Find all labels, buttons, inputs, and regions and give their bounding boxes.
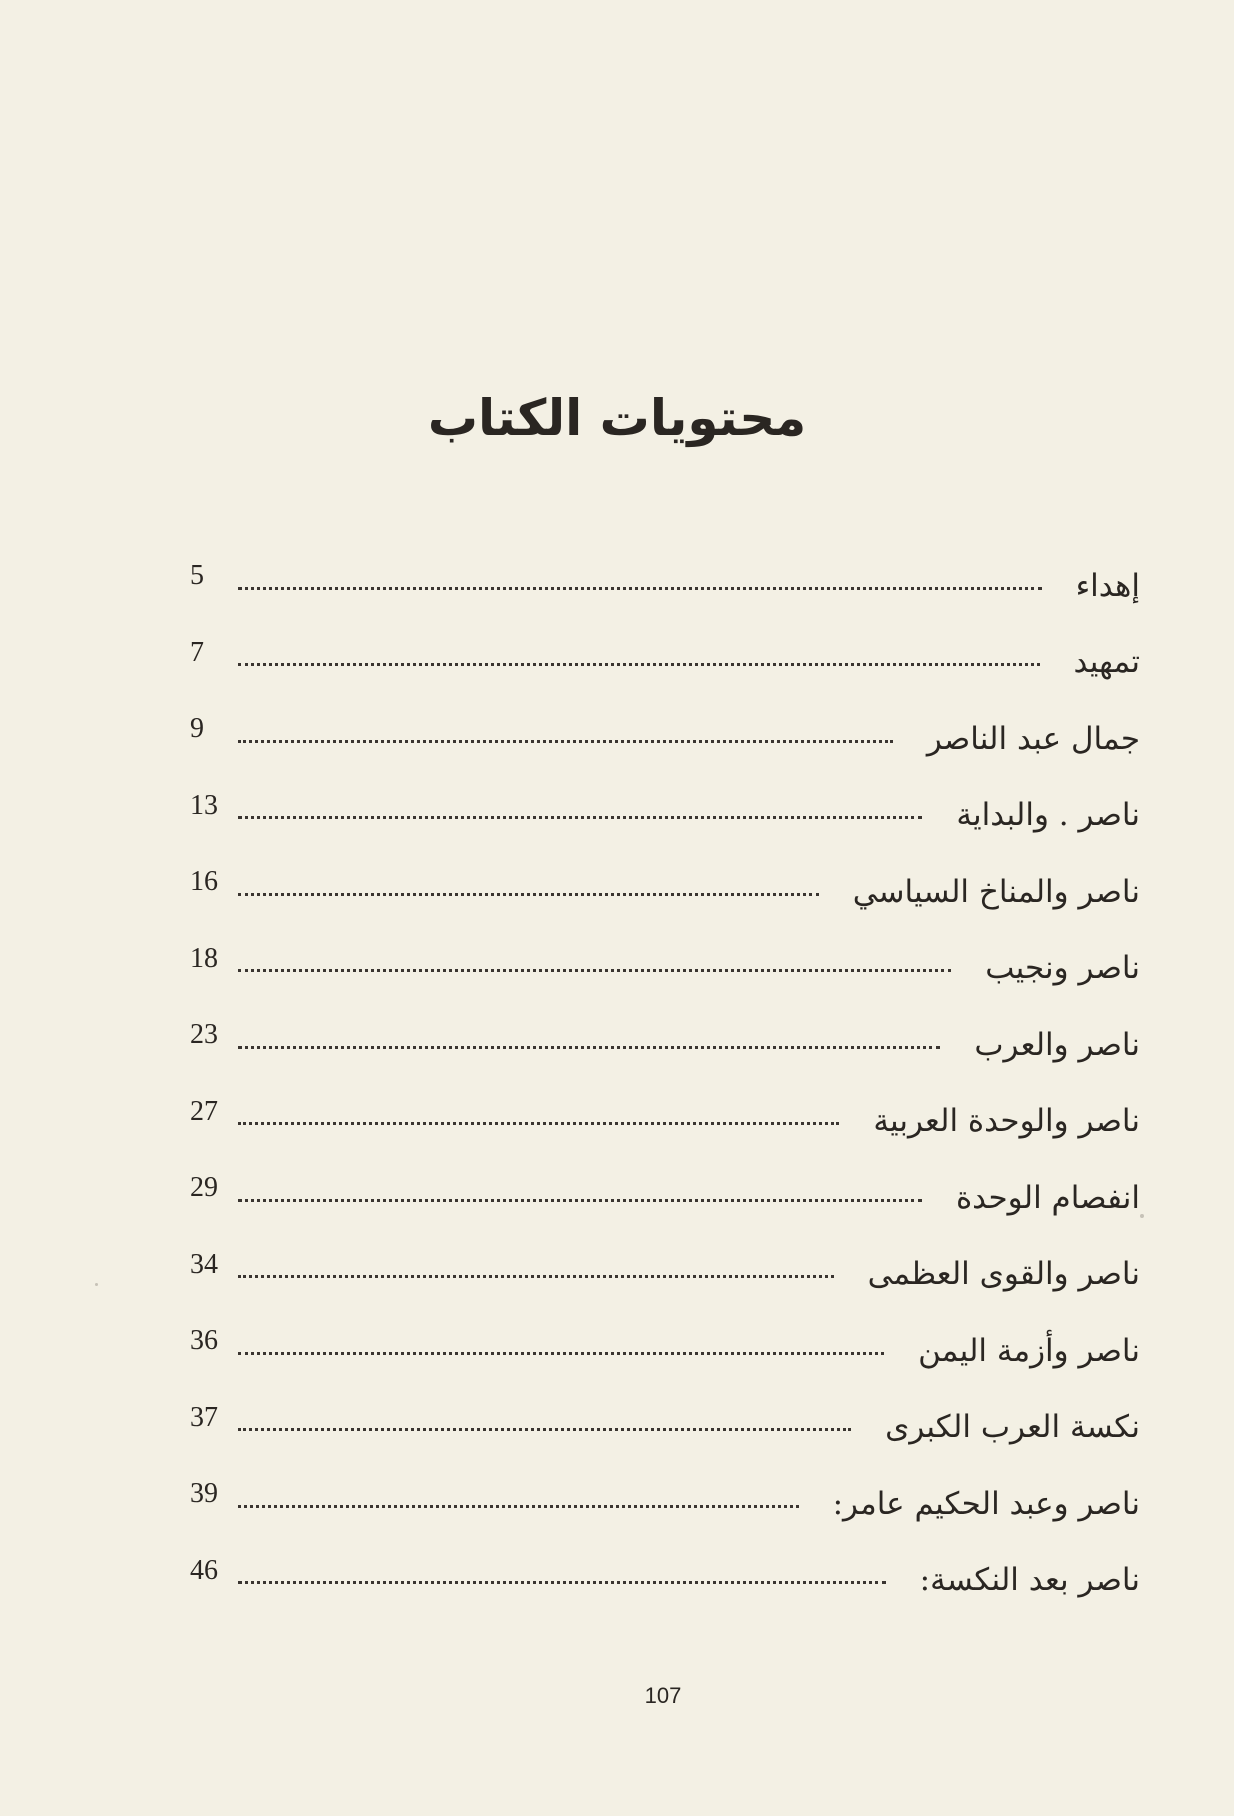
toc-entry-title: ناصر والعرب <box>974 1026 1140 1063</box>
toc-page-number: 34 <box>190 1248 218 1280</box>
toc-page-number: 23 <box>190 1019 218 1051</box>
toc-page-number: 29 <box>190 1172 218 1204</box>
toc-entry[interactable] <box>190 1007 1140 1084</box>
dot-leader <box>238 893 819 896</box>
dot-leader <box>238 740 893 743</box>
dot-leader <box>238 1199 922 1202</box>
dot-leader <box>238 1581 886 1584</box>
folio-number: 107 <box>644 1683 682 1708</box>
dot-leader <box>238 1352 884 1355</box>
toc-entry-title: ناصر . والبداية <box>956 797 1140 834</box>
toc-entry-title: ناصر وعبد الحكيم عامر: <box>832 1485 1140 1522</box>
toc-page-number: 39 <box>190 1478 218 1510</box>
toc-entry[interactable] <box>190 854 1140 931</box>
toc-entry[interactable] <box>190 1084 1140 1161</box>
table-of-contents <box>190 548 1140 1619</box>
toc-page-number: 13 <box>190 789 218 821</box>
toc-entry[interactable] <box>190 1160 1140 1237</box>
toc-entry-title: ناصر وأزمة اليمن <box>918 1332 1140 1369</box>
toc-entry[interactable] <box>190 1466 1140 1543</box>
toc-entry[interactable] <box>190 701 1140 778</box>
toc-entry-title: ناصر والمناخ السياسي <box>852 873 1140 910</box>
toc-entry-title: تمهيد <box>1073 644 1140 681</box>
toc-page-number: 5 <box>190 560 204 592</box>
toc-page-number: 46 <box>190 1554 218 1586</box>
toc-page-number: 9 <box>190 713 204 745</box>
toc-entry[interactable] <box>190 548 1140 625</box>
toc-entry[interactable] <box>190 931 1140 1008</box>
toc-page-number: 16 <box>190 866 218 898</box>
toc-entry[interactable] <box>190 778 1140 855</box>
toc-entry[interactable] <box>190 625 1140 702</box>
toc-entry-title: إهداء <box>1075 567 1140 604</box>
toc-entry-title: انفصام الوحدة <box>955 1179 1140 1216</box>
dot-leader <box>238 1046 940 1049</box>
paper-speck <box>95 1283 98 1286</box>
toc-entry-title: ناصر بعد النكسة: <box>919 1562 1140 1599</box>
dot-leader <box>238 969 951 972</box>
toc-entry-title: ناصر ونجيب <box>985 950 1140 987</box>
page-number-footer <box>0 1683 1234 1709</box>
toc-page-number: 7 <box>190 636 204 668</box>
toc-page-number: 18 <box>190 942 218 974</box>
toc-entry-title: ناصر والوحدة العربية <box>873 1103 1140 1140</box>
toc-entry[interactable] <box>190 1237 1140 1314</box>
toc-entry-title: ناصر والقوى العظمى <box>867 1256 1140 1293</box>
toc-entry-title: نكسة العرب الكبرى <box>885 1409 1140 1446</box>
dot-leader <box>238 663 1040 666</box>
dot-leader <box>238 1122 839 1125</box>
paper-speck <box>1140 1214 1144 1218</box>
toc-entry[interactable] <box>190 1543 1140 1620</box>
toc-entry[interactable] <box>190 1313 1140 1390</box>
dot-leader <box>238 587 1042 590</box>
dot-leader <box>238 1428 851 1431</box>
toc-page-number: 27 <box>190 1095 218 1127</box>
dot-leader <box>238 1505 799 1508</box>
toc-page-number: 36 <box>190 1325 218 1357</box>
dot-leader <box>238 1275 834 1278</box>
toc-page-number: 37 <box>190 1401 218 1433</box>
toc-entry[interactable] <box>190 1390 1140 1467</box>
dot-leader <box>238 816 922 819</box>
toc-entry-title: جمال عبد الناصر <box>926 720 1140 757</box>
page-title: محتويات الكتاب <box>427 389 807 447</box>
